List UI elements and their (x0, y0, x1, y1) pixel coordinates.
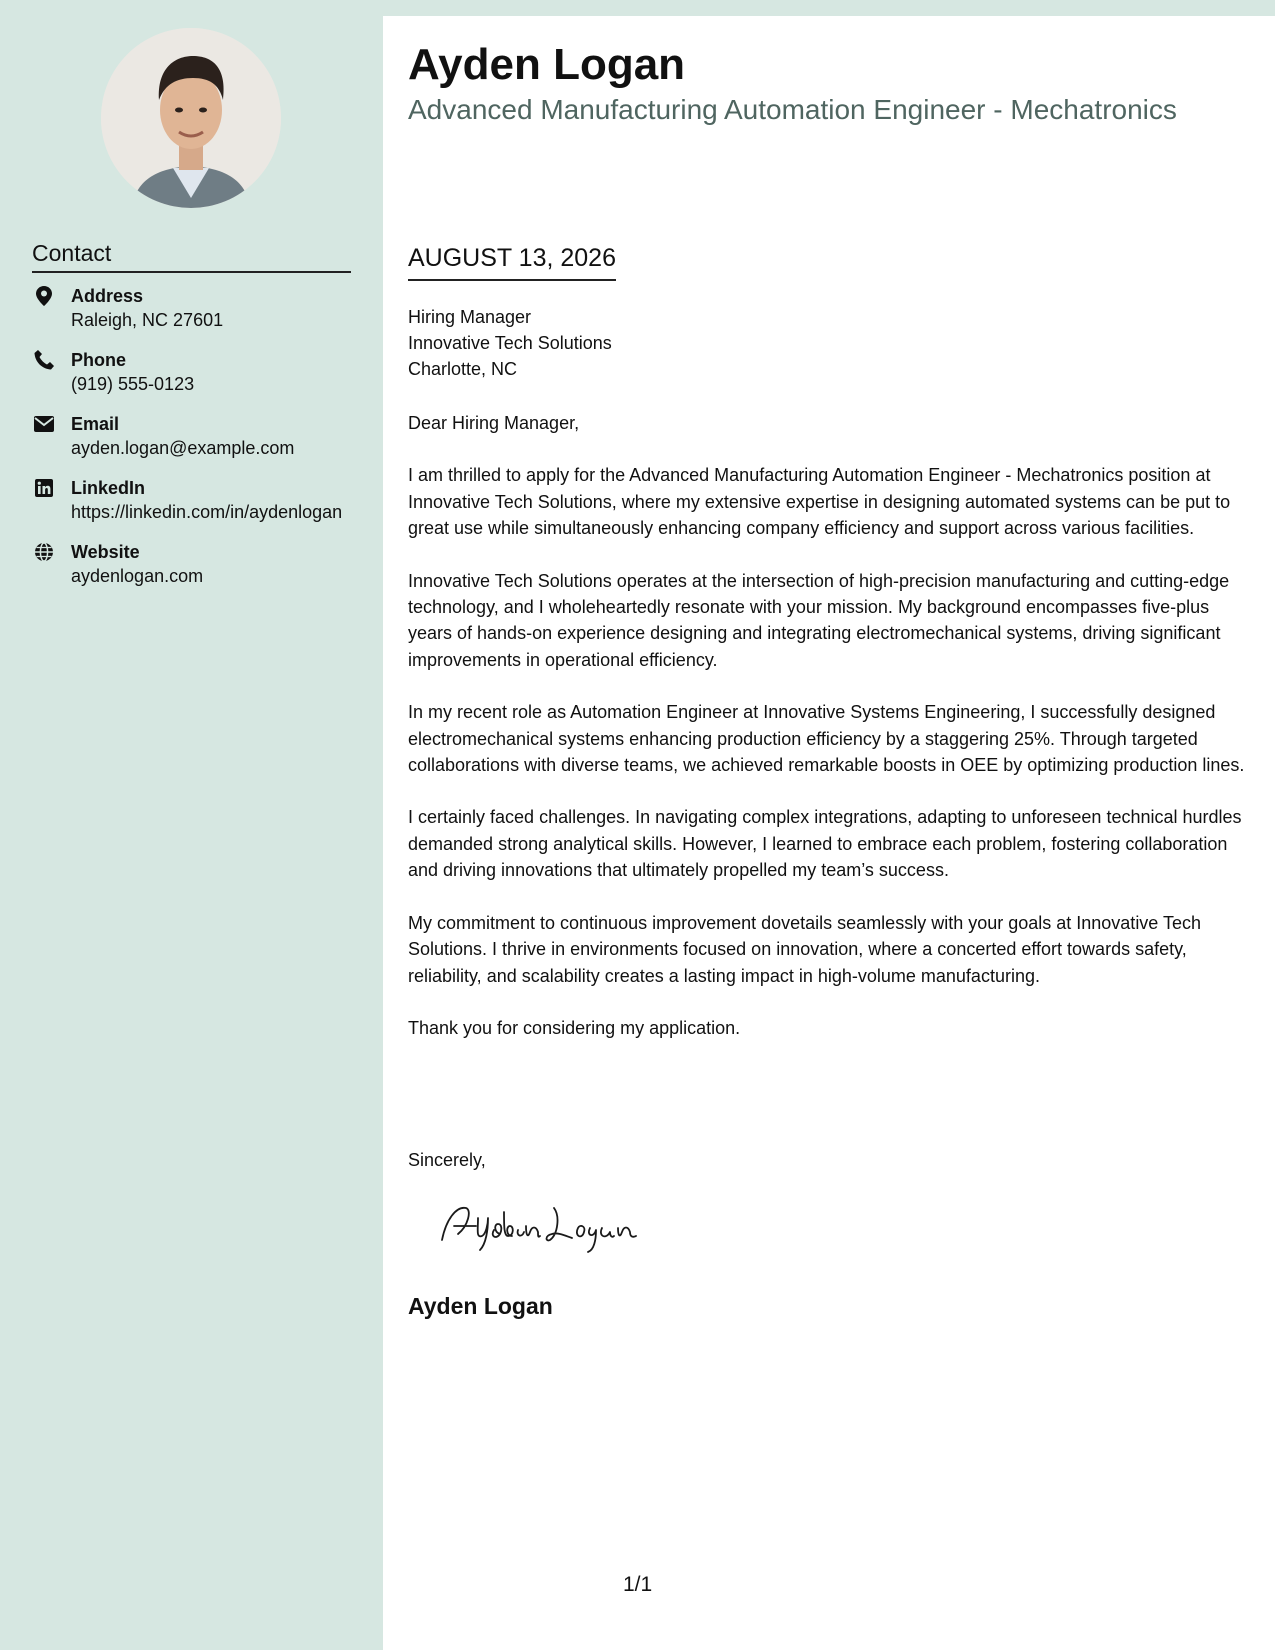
body-paragraph: I certainly faced challenges. In navigating complex integrations, adapting to unforeseen technical hurdles demanded strong analytical skills. However, I learned to embrace each problem, fostering collaboration and driving innovations that ultimately propelled my team’s success. (408, 807, 1242, 881)
closing: Sincerely, (408, 1150, 486, 1170)
contact-label: Email (71, 414, 120, 434)
contact-label: LinkedIn (71, 478, 146, 498)
recipient-line: Innovative Tech Solutions (408, 333, 612, 353)
recipient-line: Hiring Manager (408, 307, 532, 327)
signature-image (434, 1196, 674, 1256)
salutation: Dear Hiring Manager, (408, 413, 580, 433)
contact-label: Phone (71, 350, 127, 370)
letter-date: AUGUST 13, 2026 (408, 244, 616, 281)
body-paragraph: Innovative Tech Solutions operates at the intersection of high-precision manufacturing and cutting-edge technology, and I wholeheartedly resonate with your mission. My background encompasses five-plus years of hands-on experience designing and integrating electromechanical systems, driving significant improvements in operational efficiency. (408, 570, 1230, 670)
contact-email (32, 412, 352, 461)
sidebar (0, 0, 383, 1650)
map-pin-icon (34, 286, 54, 306)
profile-photo (101, 28, 281, 208)
contact-heading: Contact (32, 240, 351, 273)
contact-label: Website (71, 542, 140, 562)
envelope-icon (34, 414, 54, 434)
contact-value: (919) 555-0123 (71, 374, 195, 394)
job-title: Advanced Manufacturing Automation Engineer - Mechatronics (408, 94, 1177, 125)
contact-website (32, 540, 352, 589)
signature-name: Ayden Logan (408, 1293, 553, 1319)
contact-phone (32, 348, 352, 397)
contact-value[interactable]: aydenlogan.com (71, 566, 204, 586)
phone-icon (34, 350, 54, 370)
contact-value: ayden.logan@example.com (71, 438, 295, 458)
linkedin-icon (34, 478, 54, 498)
page-number: 1/1 (623, 1573, 653, 1596)
applicant-name: Ayden Logan (408, 40, 686, 89)
letter-body (408, 410, 1253, 1067)
recipient-block (408, 304, 612, 382)
contact-list (32, 284, 352, 604)
body-paragraph: In my recent role as Automation Engineer at Innovative Systems Engineering, I successfully designed electromechanical systems enhancing production efficiency by a staggering 25%. Through targeted collaborations with diverse teams, we achieved remarkable boosts in OEE by optimizing production lines. (408, 702, 1245, 776)
thank-you-paragraph: Thank you for considering my application. (408, 1017, 741, 1038)
body-paragraph: I am thrilled to apply for the Advanced Manufacturing Automation Engineer - Mechatronics position at Innovative Tech Solutions, where my extensive expertise in designing automated systems can be put to great use while simultaneously enhancing company efficiency and support across various facilities. (408, 465, 1231, 539)
contact-value[interactable]: https://linkedin.com/in/aydenlogan (71, 502, 343, 522)
contact-linkedin (32, 476, 352, 525)
contact-label: Address (71, 286, 144, 306)
recipient-line: Charlotte, NC (408, 359, 518, 379)
contact-value: Raleigh, NC 27601 (71, 310, 224, 330)
contact-address (32, 284, 352, 333)
globe-icon (34, 542, 54, 562)
body-paragraph: My commitment to continuous improvement dovetails seamlessly with your goals at Innovative Tech Solutions. I thrive in environments focused on innovation, where a concerted effort towards safety, reliability, and scalability creates a lasting impact in high-volume manufacturing. (408, 912, 1202, 986)
